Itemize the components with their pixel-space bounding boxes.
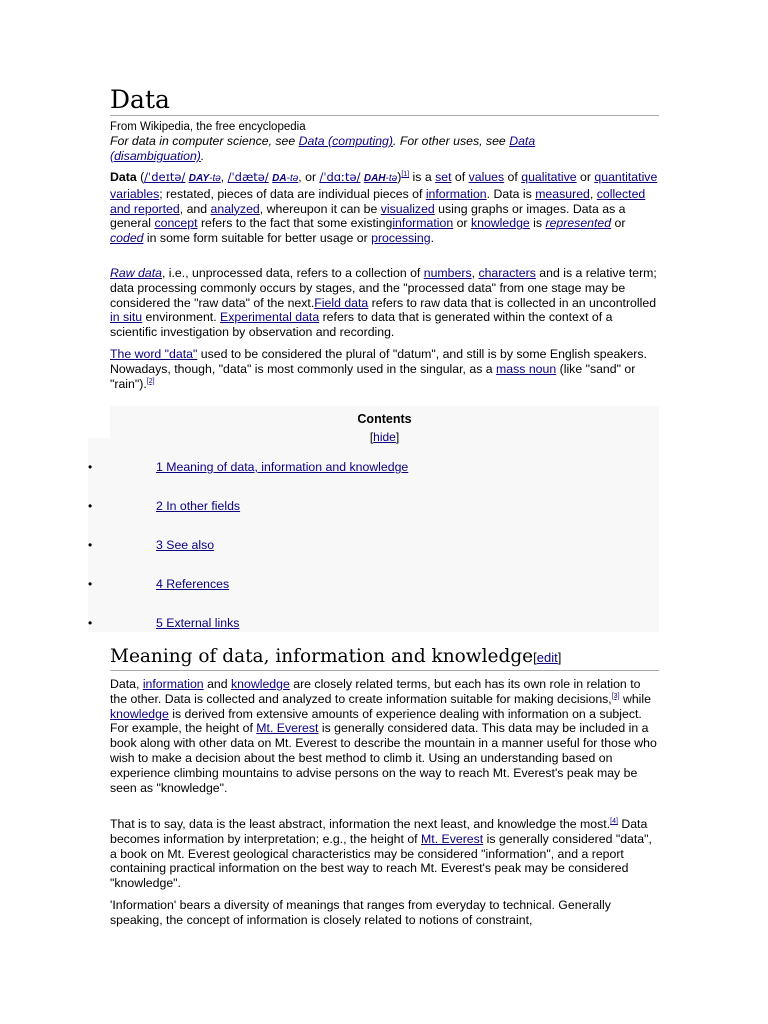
set-link[interactable]: set <box>435 170 452 184</box>
measured-link[interactable]: measured <box>535 186 590 201</box>
hatnote <box>110 134 610 164</box>
bullet-icon: • <box>88 460 93 474</box>
text: is <box>529 216 546 231</box>
respell-rest: -tə <box>385 173 398 184</box>
variables-link[interactable]: variables <box>110 186 160 201</box>
text: , and <box>179 201 211 216</box>
text: or <box>453 216 471 231</box>
mt-everest-link[interactable]: Mt. Everest <box>421 831 484 846</box>
knowledge-link[interactable]: knowledge <box>110 706 169 721</box>
reference-1-link[interactable]: [1] <box>401 170 410 178</box>
toc-link-see-also[interactable]: 3 See also <box>156 538 215 552</box>
toc-hide-toggle <box>110 430 659 444</box>
experimental-data-link[interactable]: Experimental data <box>220 310 320 325</box>
quantitative-link[interactable]: quantitative <box>594 170 658 184</box>
ipa-link-2[interactable]: /ˈdætə/ <box>227 170 269 184</box>
text: and is a relative term; data processing commonly occurs by stages, and the "processed data" from one stage may be considered the "raw data" of the next. <box>110 266 657 310</box>
reference-2-link[interactable]: [2] <box>146 377 155 385</box>
toc-title: Contents <box>357 412 412 426</box>
text: of <box>504 170 522 184</box>
information-link[interactable]: information <box>392 216 454 231</box>
word-data-link[interactable]: The word "data" <box>110 347 198 361</box>
mt-everest-link[interactable]: Mt. Everest <box>256 721 319 736</box>
respell-rest: -tə <box>209 173 221 184</box>
text: using graphs or images. Data as a general <box>110 201 626 231</box>
section-paragraph-3 <box>110 898 659 928</box>
bullet-icon: • <box>88 616 93 630</box>
information-link[interactable]: information <box>142 677 204 691</box>
field-data-link[interactable]: Field data <box>314 295 369 310</box>
lead-paragraph-3 <box>110 347 659 391</box>
text: is generally considered data. This data may be included in a book along with other data on Mt. Everest to describe the mountain in a manner useful for those who wish to make a decision about the best method to climb it. Using an understanding based on experience climbing mountains to advise persons on the way to reach Mt. Everest's peak may be seen as "knowledge". <box>110 721 657 795</box>
text: Data becomes information by interpretation; e.g., the height of <box>110 817 648 846</box>
bracket: [ <box>533 650 537 665</box>
text: 'Information' bears a diversity of meanings that ranges from everyday to technical. Generally speaking, the concept of information is closely related to notions of constraint, <box>110 898 611 927</box>
reference-3-link[interactable]: [3] <box>611 692 620 700</box>
bullet-icon: • <box>88 538 93 552</box>
bracket: ] <box>557 650 562 665</box>
toc-link-external-links[interactable]: 5 External links <box>156 616 240 630</box>
text: , or <box>298 170 320 184</box>
toc-link-references[interactable]: 4 References <box>156 577 230 591</box>
text: , i.e., unprocessed data, refers to a collection of <box>161 266 424 280</box>
hatnote-text: For data in computer science, see <box>110 134 299 148</box>
text: while <box>619 691 651 706</box>
ipa-link-1[interactable]: /ˈdeɪtə/ <box>144 170 186 184</box>
text: (like "sand" or "rain"). <box>110 361 636 391</box>
text: in some form suitable for better usage or <box>143 231 372 246</box>
qualitative-link[interactable]: qualitative <box>521 170 577 184</box>
bracket: [ <box>369 430 374 444</box>
text: is a <box>409 170 436 184</box>
respelling-link-3[interactable] <box>364 173 397 184</box>
section-heading-text: Meaning of data, information and knowledge <box>110 646 534 667</box>
reference-4-link[interactable]: [4] <box>610 817 618 825</box>
in-situ-link[interactable]: in situ <box>110 310 143 325</box>
text: Data, <box>110 677 143 691</box>
text: are closely related terms, but each has its own role in relation to the other. Data is collected and analyzed to create information suitable for making decisions, <box>110 677 641 706</box>
section-heading <box>110 645 659 671</box>
text: ( <box>136 170 145 184</box>
bracket: ] <box>395 430 400 444</box>
analyzed-link[interactable]: analyzed <box>210 201 260 216</box>
text: refers to data that is generated within the context of a scientific investigation by observation and recording. <box>110 310 613 340</box>
bullet-icon: • <box>88 577 93 591</box>
text: ; restated, pieces of data are individual pieces of <box>159 186 426 201</box>
processing-link[interactable]: processing <box>371 231 431 246</box>
coded-link[interactable]: coded <box>110 231 144 246</box>
ipa-link-3[interactable]: /ˈdɑːtə/ <box>319 170 361 184</box>
bullet-icon: • <box>88 499 93 513</box>
values-link[interactable]: values <box>468 170 505 184</box>
text: environment. <box>142 310 221 325</box>
respell-stress: DAY <box>188 173 210 184</box>
numbers-link[interactable]: numbers <box>423 266 472 280</box>
table-of-contents <box>110 406 659 632</box>
text: is generally considered "data", a book on Mt. Everest geological characteristics may be considered "information", and a report containing practical information on the best way to reach Mt. Everest's peak may be considered "knowledge". <box>110 831 652 891</box>
text: refers to the fact that some existing <box>197 216 393 231</box>
section-edit <box>533 650 561 665</box>
concept-link[interactable]: concept <box>154 216 198 231</box>
information-link[interactable]: information <box>425 186 487 201</box>
hatnote-text: . For other uses, see <box>392 134 510 148</box>
text: , whereupon it can be <box>259 201 381 216</box>
respelling-link-2[interactable] <box>272 173 298 184</box>
section-edit-link[interactable]: edit <box>536 650 558 665</box>
text: or <box>611 216 626 231</box>
text: That is to say, data is the least abstract, information the next least, and knowledge the most. <box>110 817 611 831</box>
text: refers to raw data that is collected in an uncontrolled <box>368 295 657 310</box>
text: used to be considered the plural of "datum", and still is by some English speakers. Nowadays, though, "data" is most commonly used in the singular, as a <box>110 347 647 376</box>
text: , <box>471 266 479 280</box>
page-title: Data <box>110 85 659 116</box>
data-computing-link[interactable]: Data (computing) <box>298 134 393 148</box>
toc-link-other-fields[interactable]: 2 In other fields <box>156 499 241 513</box>
text: ) <box>397 170 402 184</box>
data-disambiguation-link[interactable]: Data (disambiguation) <box>110 134 536 163</box>
text: of <box>451 170 469 184</box>
term-data: Data <box>110 170 137 184</box>
raw-data-link[interactable]: Raw data <box>110 266 162 280</box>
text: , <box>220 170 228 184</box>
toc-link-meaning[interactable]: 1 Meaning of data, information and knowledge <box>156 460 409 474</box>
tagline: From Wikipedia, the free encyclopedia <box>110 121 306 133</box>
text: and <box>203 677 232 691</box>
text: . Data is <box>486 186 536 201</box>
respell-stress: DA <box>272 173 287 184</box>
knowledge-link[interactable]: knowledge <box>470 216 530 231</box>
text: is derived from extensive amounts of experience dealing with information on a subject. For example, the height of <box>110 706 642 736</box>
text: , <box>589 186 597 201</box>
lead-paragraph-2 <box>110 266 659 340</box>
text: . <box>430 231 435 246</box>
visualized-link[interactable]: visualized <box>380 201 435 216</box>
text: or <box>576 170 595 184</box>
hatnote-text: . <box>200 149 205 163</box>
respell-stress: DAH <box>363 173 386 184</box>
respelling-link-1[interactable] <box>189 173 221 184</box>
knowledge-link[interactable]: knowledge <box>231 677 290 691</box>
toc-hide-link[interactable]: hide <box>373 430 396 444</box>
lead-paragraph-1 <box>110 170 659 246</box>
section-paragraph-1 <box>110 677 659 795</box>
characters-link[interactable]: characters <box>478 266 536 280</box>
respell-rest: -tə <box>286 173 299 184</box>
collected-reported-link[interactable]: collected and reported <box>110 186 646 216</box>
represented-link[interactable]: represented <box>545 216 612 231</box>
mass-noun-link[interactable]: mass noun <box>496 361 557 376</box>
section-paragraph-2 <box>110 817 659 891</box>
